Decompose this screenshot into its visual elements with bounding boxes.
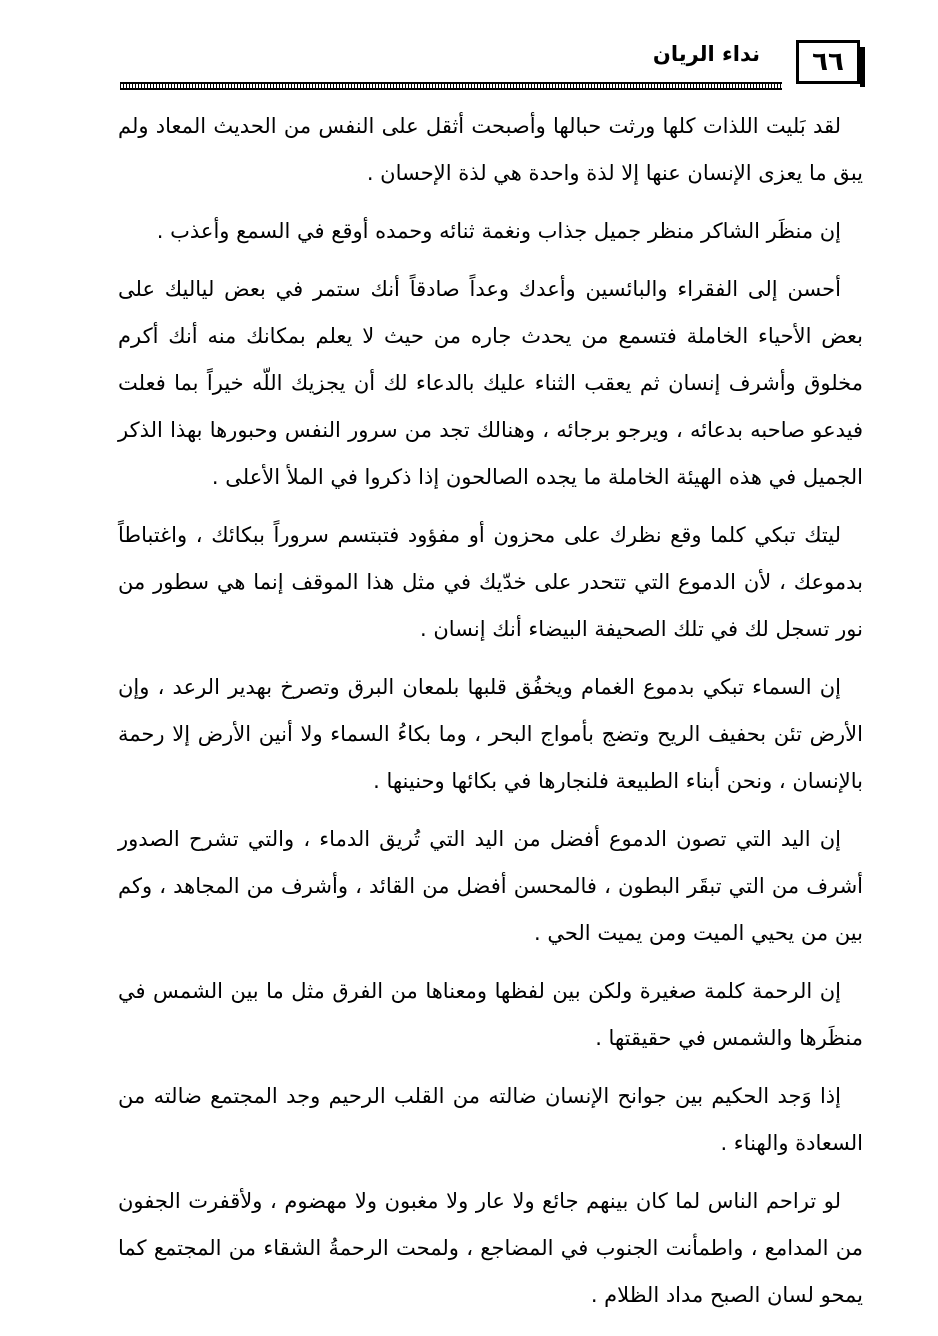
running-title: نداء الريان [652, 42, 760, 66]
paragraph: إذا وَجد الحكيم بين جوانح الإنسان ضالته من القلب الرحيم وجد المجتمع ضالته من السعادة والهناء . [118, 1084, 863, 1155]
paragraph: لقد بَليت اللذات كلها ورثت حبالها وأصبحت أثقل على النفس من الحديث المعاد ولم يبق ما يعزى الإنسان عنها إلا لذة واحدة هي لذة الإحسان . [118, 114, 863, 185]
page-number: ٦٦ [796, 40, 860, 84]
page-header [120, 40, 860, 90]
paragraph: إن السماء تبكي بدموع الغمام ويخفُق قلبها بلمعان البرق وتصرخ بهدير الرعد ، وإن الأرض تئن بحفيف الريح وتضج بأمواج البحر ، وما بكاءُ السماء ولا أنين الأرض إلا رحمة بالإنسان ، ونحن أبناء الطبيعة فلنجارها في بكائها وحنينها . [118, 675, 863, 793]
header-divider [120, 82, 782, 90]
paragraph: إن الرحمة كلمة صغيرة ولكن بين لفظها ومعناها من الفرق مثل ما بين الشمس في منظَرها والشمس في حقيقتها . [118, 979, 863, 1050]
paragraph: إن منظَر الشاكر منظر جميل جذاب ونغمة ثنائه وحمده أوقع في السمع وأعذب . [156, 219, 841, 243]
paragraph: لو تراحم الناس لما كان بينهم جائع ولا عار ولا مغبون ولا مهضوم ، ولأقفرت الجفون من المدامع ، واطمأنت الجنوب في المضاجع ، ولمحت الرحمةُ الشقاء من المجتمع كما يمحو لسان الصبح مداد الظلام . [118, 1189, 863, 1307]
paragraph: ليتك تبكي كلما وقع نظرك على محزون أو مفؤود فتبتسم سروراً ببكائك ، واغتباطاً بدموعك ، لأن الدموع التي تتحدر على خدّيك في مثل هذا الموقف إنما هي سطور من نور تسجل لك في تلك الصحيفة البيضاء أنك إنسان . [118, 523, 863, 641]
paragraph: إن اليد التي تصون الدموع أفضل من اليد التي تُريق الدماء ، والتي تشرح الصدور أشرف من التي تبقَر البطون ، فالمحسن أفضل من القائد ، وأشرف من المجاهد ، وكم بين من يحيي الميت ومن يميت الحي . [118, 827, 863, 945]
body-text [118, 100, 863, 1330]
paragraph: أحسن إلى الفقراء والبائسين وأعدك وعداً صادقاً أنك ستمر في بعض لياليك على بعض الأحياء الخاملة فتسمع من يحدث جاره من حيث لا يعلم بمكانك منه أنك أكرم مخلوق وأشرف إنسان ثم يعقب الثناء عليك بالدعاء لك أن يجزيك اللّه خيراً بما فعلت فيدعو صاحبه بدعائه ، ويرجو برجائه ، وهنالك تجد من سرور النفس وحبورها بهذا الذكر الجميل في هذه الهيئة الخاملة ما يجده الصالحون إذا ذكروا في الملأ الأعلى . [118, 277, 863, 489]
